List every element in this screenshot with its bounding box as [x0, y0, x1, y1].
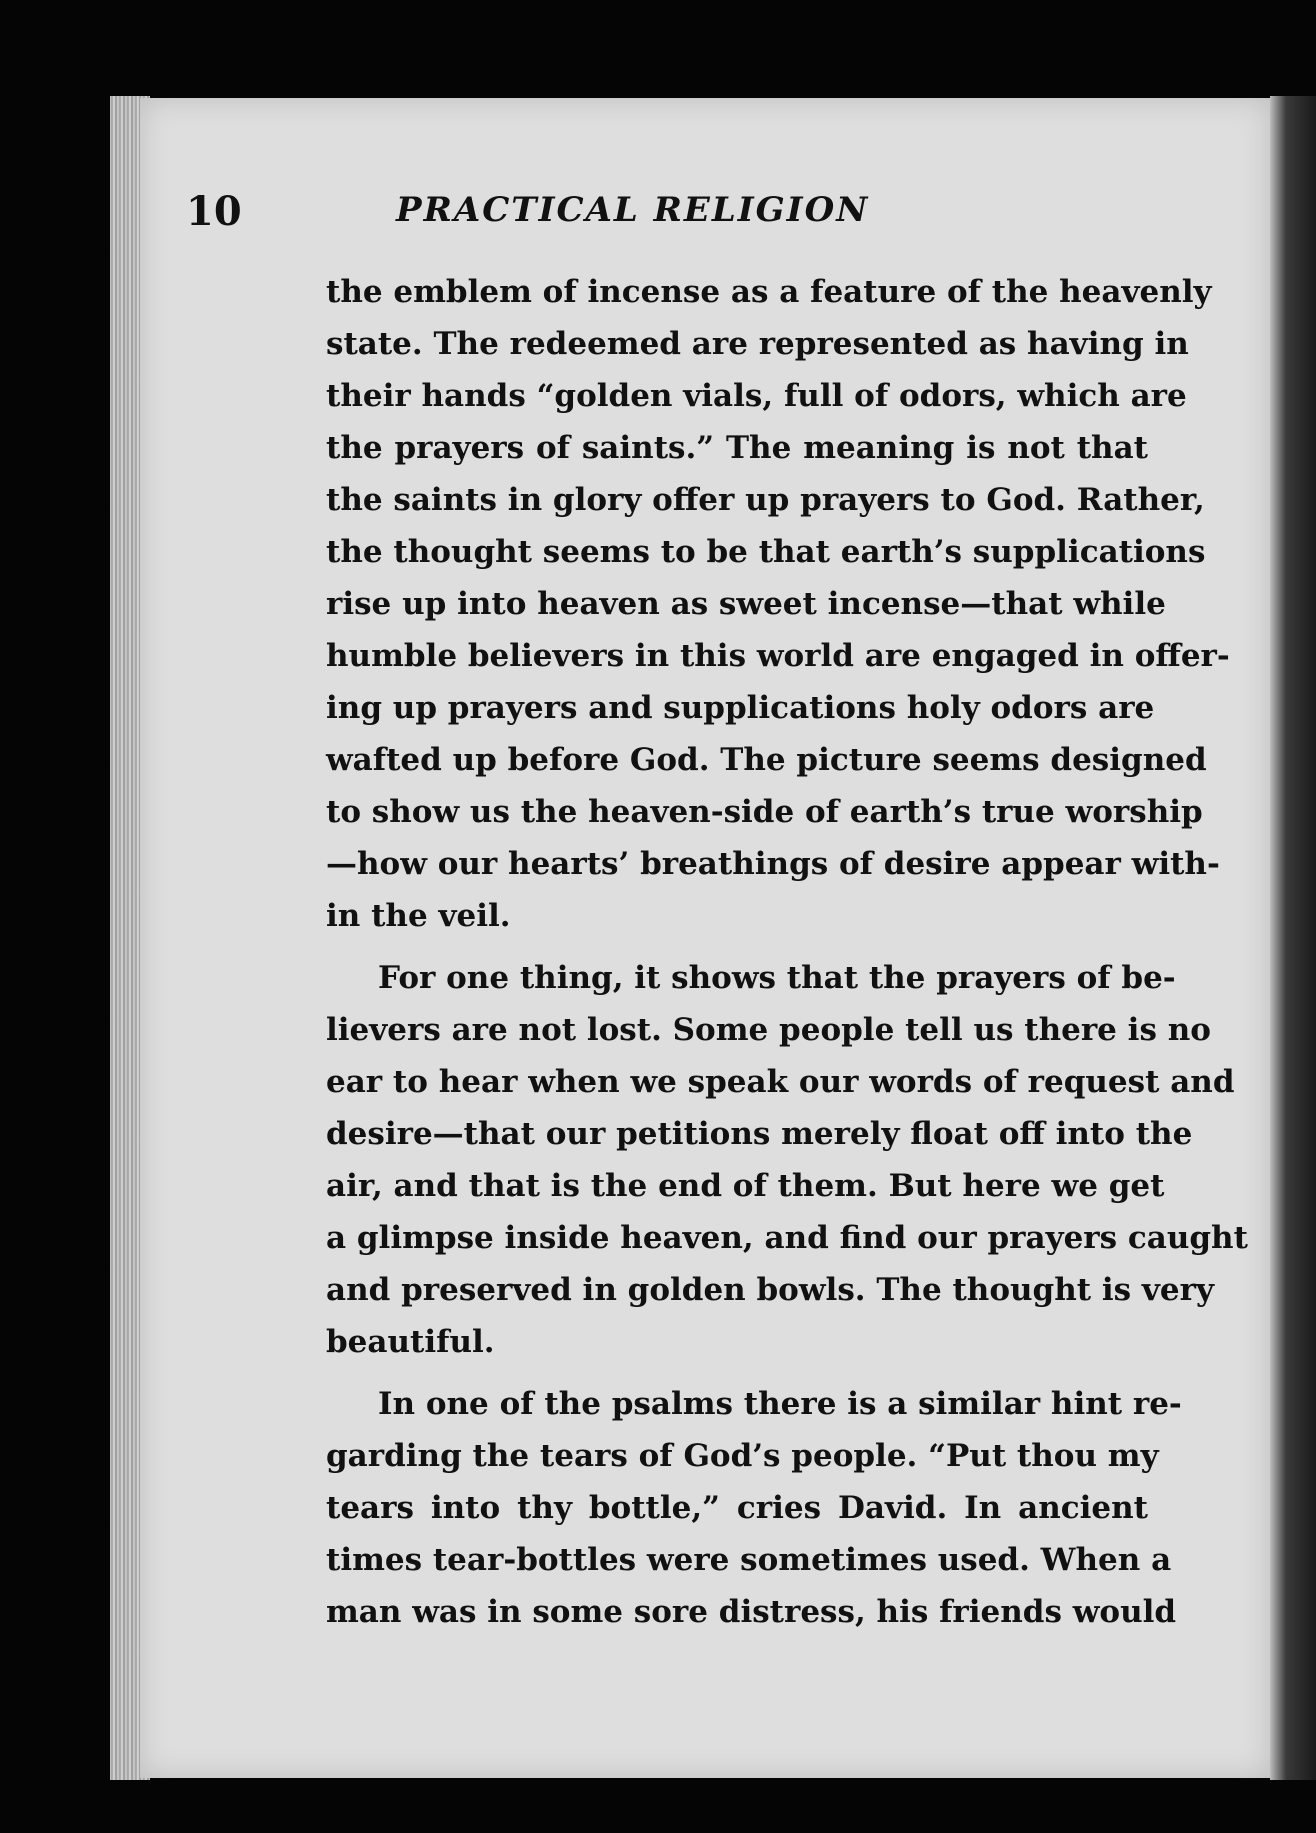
text-line: the saints in glory offer up prayers to God. Rather, — [326, 482, 1205, 518]
text-line: state. The redeemed are represented as having in — [326, 326, 1189, 362]
text-line: For one thing, it shows that the prayers of be- — [378, 960, 1176, 996]
text-line: in the veil. — [326, 898, 511, 934]
running-head — [186, 188, 906, 248]
text-line: rise up into heaven as sweet incense—that while — [326, 586, 1166, 622]
text-line: a glimpse inside heaven, and find our prayers caught — [326, 1220, 1248, 1256]
text-line: their hands “golden vials, full of odors, which are — [326, 378, 1187, 414]
text-line: humble believers in this world are engaged in offer- — [326, 638, 1230, 674]
text-line: the emblem of incense as a feature of the heavenly — [326, 274, 1212, 310]
text-line: times tear-bottles were sometimes used. When a — [326, 1542, 1172, 1578]
text-line: beautiful. — [326, 1324, 495, 1360]
text-line: wafted up before God. The picture seems designed — [326, 742, 1207, 778]
text-line: garding the tears of God’s people. “Put thou my — [326, 1438, 1159, 1474]
text-line: the prayers of saints.” The meaning is not that — [326, 430, 1148, 466]
text-line: tears into thy bottle,” cries David. In ancient — [326, 1490, 1148, 1526]
text-line: the thought seems to be that earth’s supplications — [326, 534, 1206, 570]
page-number: 10 — [186, 188, 242, 235]
text-line: ear to hear when we speak our words of request and — [326, 1064, 1235, 1100]
text-line: to show us the heaven-side of earth’s true worship — [326, 794, 1203, 830]
text-line: ing up prayers and supplications holy odors are — [326, 690, 1155, 726]
text-line: air, and that is the end of them. But here we get — [326, 1168, 1165, 1204]
text-line: desire—that our petitions merely float off into the — [326, 1116, 1193, 1152]
paragraph — [326, 266, 1230, 942]
running-title: PRACTICAL RELIGION — [396, 190, 870, 230]
book-spine — [1270, 96, 1316, 1780]
text-line: lievers are not lost. Some people tell us there is no — [326, 1012, 1211, 1048]
text-line: man was in some sore distress, his friends would — [326, 1594, 1177, 1630]
text-line: and preserved in golden bowls. The thought is very — [326, 1272, 1214, 1308]
text-line: In one of the psalms there is a similar hint re- — [378, 1386, 1182, 1422]
text-line: —how our hearts’ breathings of desire appear with- — [326, 846, 1220, 882]
paragraph — [326, 1378, 1182, 1638]
paragraph — [326, 952, 1248, 1368]
body-text — [326, 266, 1248, 1638]
